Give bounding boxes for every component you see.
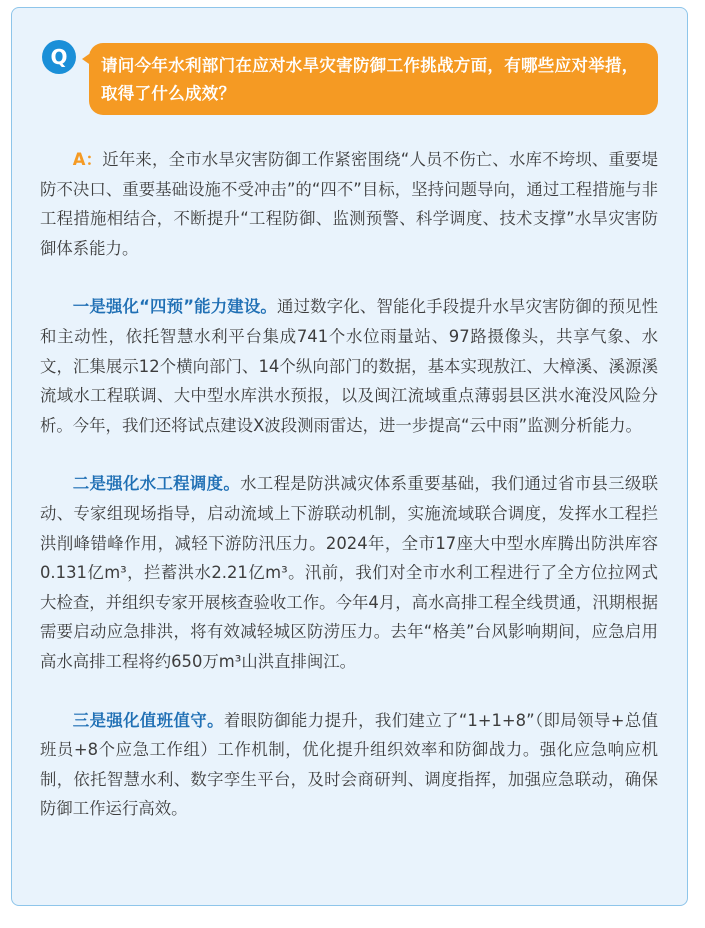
section-heading-1: 一是强化“四预”能力建设。 xyxy=(72,297,278,317)
section-text-3: 着眼防御能力提升，我们建立了“1+1+8”（即局领导+总值班员+8个应急工作组）工作机制，优化提升组织效率和防御战力。强化应急响应机制，依托智慧水利、数字孪生平台，及时会商研判、调度指挥，加强应急联动，确保防御工作运行高效。 xyxy=(40,710,658,819)
section-text-1: 通过数字化、智能化手段提升水旱灾害防御的预见性和主动性，依托智慧水利平台集成741个水位雨量站、97路摄像头，共享气象、水文，汇集展示12个横向部门、14个纵向部门的数据，基本实现敖江、大樟溪、溪源溪流域水工程联调、大中型水库洪水预报，以及闽江流域重点薄弱县区洪水淹没风险分析。今年，我们还将试点建设X波段测雨雷达，进一步提高“云中雨”监测分析能力。 xyxy=(40,297,659,435)
answer-intro-paragraph xyxy=(40,145,658,263)
section-heading-3: 三是强化值班值守。 xyxy=(72,710,224,730)
section-text-2: 水工程是防洪减灾体系重要基础，我们通过省市县三级联动、专家组现场指导，启动流域上下游联动机制，实施流域联合调度，发挥水工程拦洪削峰错峰作用，减轻下游防汛压力。2024年，全市17座大中型水库腾出防洪库容0.131亿m³，拦蓄洪水2.21亿m³。汛前，我们对全市水利工程进行了全方位拉网式大检查，并组织专家开展核查验收工作。今年4月，高水高排工程全线贯通，汛期根据需要启动应急排洪，将有效减轻城区防涝压力。去年“格美”台风影响期间，应急启用高水高排工程将约650万m³山洪直排闽江。 xyxy=(40,474,659,671)
question-text: 请问今年水利部门在应对水旱灾害防御工作挑战方面，有哪些应对举措，取得了什么成效？ xyxy=(101,56,639,103)
section-paragraph-1 xyxy=(40,292,658,440)
section-paragraph-3 xyxy=(40,706,658,824)
section-heading-2: 二是强化水工程调度。 xyxy=(72,474,241,494)
answer-intro-text: 近年来，全市水旱灾害防御工作紧密围绕“人员不伤亡、水库不垮坝、重要堤防不决口、重要基础设施不受冲击”的“四不”目标，坚持问题导向，通过工程措施与非工程措施相结合，不断提升“工程防御、监测预警、科学调度、技术支撑”水旱灾害防御体系能力。 xyxy=(40,150,658,258)
answer-label: A： xyxy=(72,150,103,169)
section-paragraph-2 xyxy=(40,469,658,676)
question-bubble xyxy=(89,43,658,115)
answer-body xyxy=(40,145,658,824)
question-icon: Q xyxy=(42,40,76,74)
